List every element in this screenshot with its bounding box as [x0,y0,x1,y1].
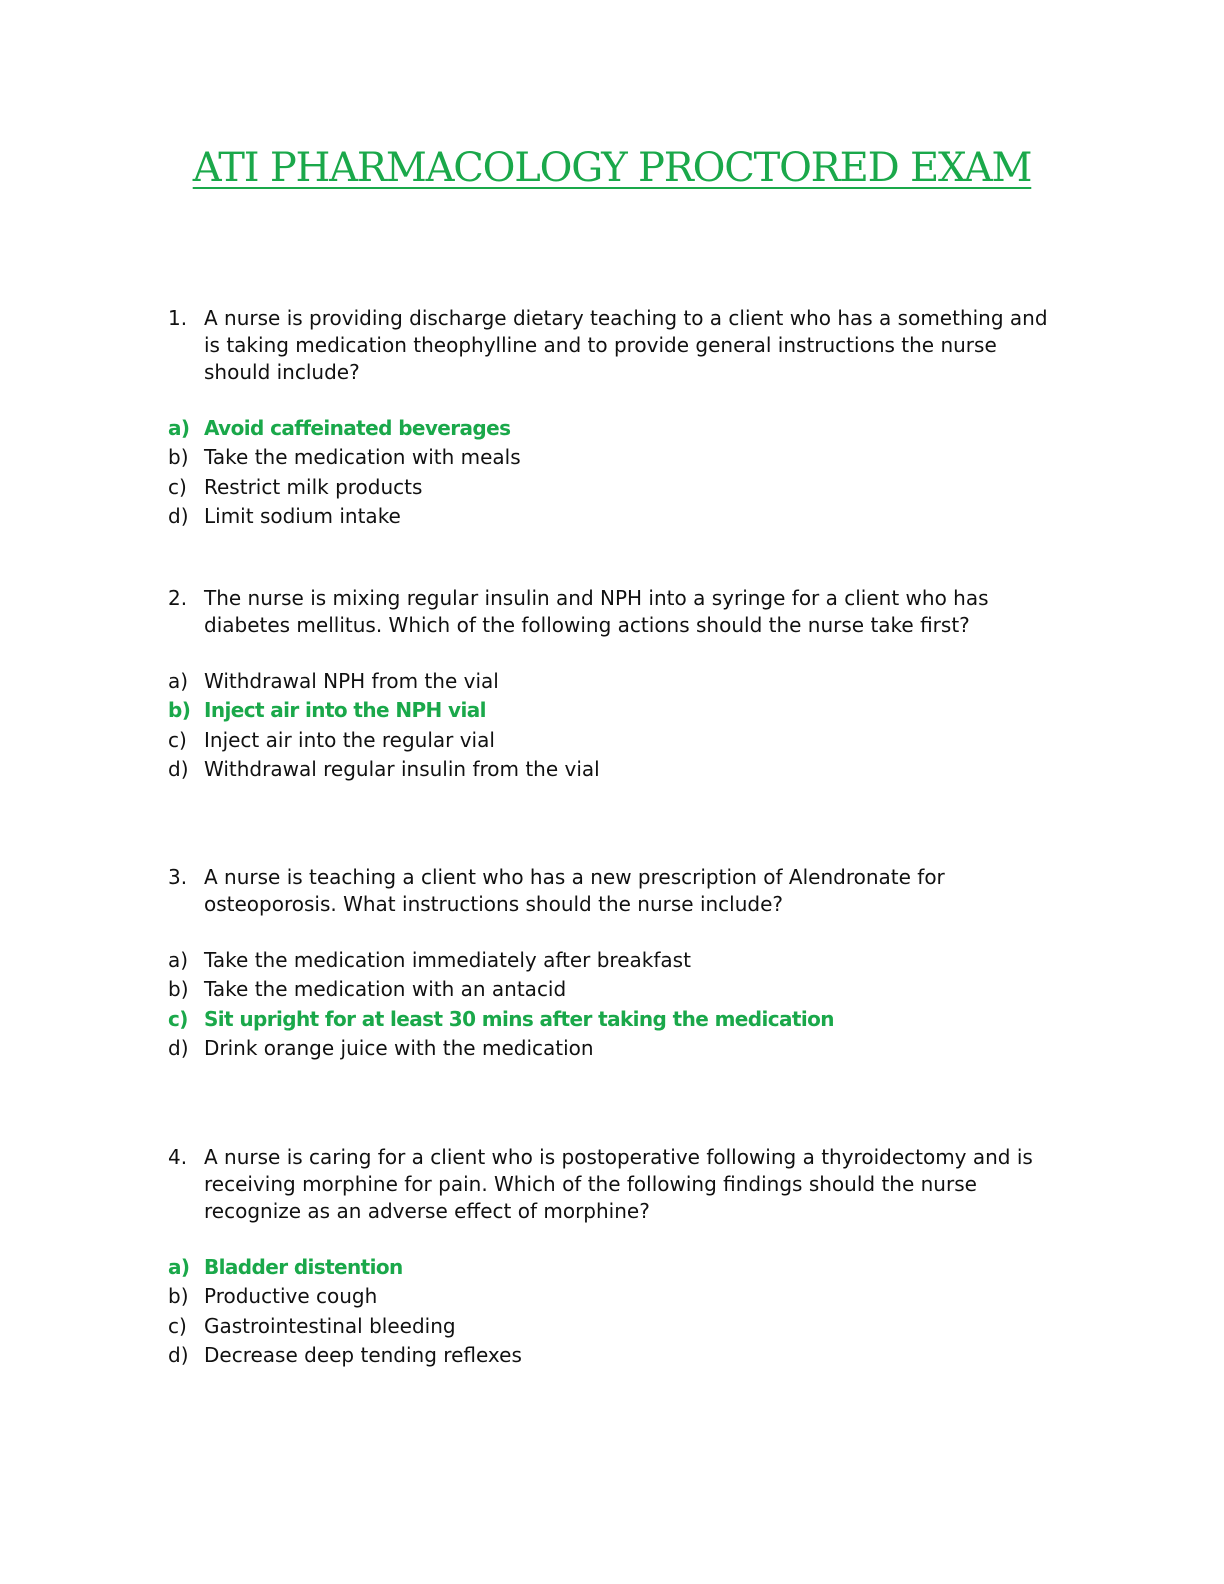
option-letter: b) [168,1284,189,1309]
option-text: Inject air into the NPH vial [204,698,486,723]
question-4 [0,1144,1224,1223]
option-a-correct [0,414,1224,443]
option-letter: b) [168,445,189,470]
option-letter: a) [168,416,190,440]
option-d [0,755,1224,784]
question-text: The nurse is mixing regular insulin and NPH into a syringe for a client who has diabetes mellitus. Which of the following actions should the nurse take first? [204,586,989,637]
option-text: Inject air into the regular vial [204,727,495,752]
question-2-options [0,667,1224,784]
option-text: Bladder distention [204,1255,403,1279]
option-letter: c) [168,1313,187,1338]
option-text: Decrease deep tending reflexes [204,1342,522,1367]
option-letter: d) [168,503,189,528]
question-text: A nurse is providing discharge dietary teaching to a client who has a something and is taking medication theophylline and to provide general instructions the nurse should include? [204,306,1048,384]
option-c [0,726,1224,755]
option-letter: a) [168,948,189,972]
question-3-options [0,946,1224,1063]
option-text: Withdrawal regular insulin from the vial [204,756,600,781]
option-letter: c) [168,1006,188,1031]
option-b-correct [0,696,1224,725]
option-d [0,1341,1224,1370]
option-letter: d) [168,1342,189,1367]
question-3 [0,864,1224,916]
option-d [0,1034,1224,1063]
option-b [0,443,1224,472]
question-text: A nurse is teaching a client who has a new prescription of Alendronate for osteoporosis. What instructions should the nurse include? [204,865,945,916]
option-text: Take the medication with an antacid [204,977,567,1002]
question-1 [0,305,1224,384]
question-2 [0,585,1224,637]
option-b [0,1282,1224,1311]
option-text: Gastrointestinal bleeding [204,1313,456,1338]
option-text: Take the medication with meals [204,445,521,470]
question-number: 3. [168,865,188,889]
question-number: 2. [168,586,188,610]
option-letter: d) [168,756,189,781]
option-c [0,473,1224,502]
question-text: A nurse is caring for a client who is postoperative following a thyroidectomy and is receiving morphine for pain. Which of the following findings should the nurse recognize as an adverse effect of morphine? [204,1145,1033,1223]
option-a-correct [0,1253,1224,1282]
question-4-options [0,1253,1224,1370]
option-text: Withdrawal NPH from the vial [204,669,499,693]
option-text: Take the medication immediately after breakfast [204,948,691,972]
question-number: 1. [168,306,188,330]
option-letter: c) [168,474,187,499]
option-letter: a) [168,1255,190,1279]
option-letter: b) [168,698,191,723]
option-a [0,667,1224,696]
option-text: Sit upright for at least 30 mins after taking the medication [204,1006,834,1031]
option-letter: d) [168,1035,189,1060]
option-c [0,1312,1224,1341]
option-text: Drink orange juice with the medication [204,1035,594,1060]
option-letter: b) [168,977,189,1002]
question-1-options [0,414,1224,531]
option-letter: a) [168,669,189,693]
option-text: Limit sodium intake [204,503,401,528]
option-letter: c) [168,727,187,752]
option-c-correct [0,1005,1224,1034]
option-b [0,975,1224,1004]
option-text: Restrict milk products [204,474,423,499]
option-a [0,946,1224,975]
option-text: Productive cough [204,1284,378,1309]
option-d [0,502,1224,531]
question-number: 4. [168,1145,188,1169]
option-text: Avoid caffeinated beverages [204,416,511,440]
document-title: ATI PHARMACOLOGY PROCTORED EXAM [192,145,1032,191]
